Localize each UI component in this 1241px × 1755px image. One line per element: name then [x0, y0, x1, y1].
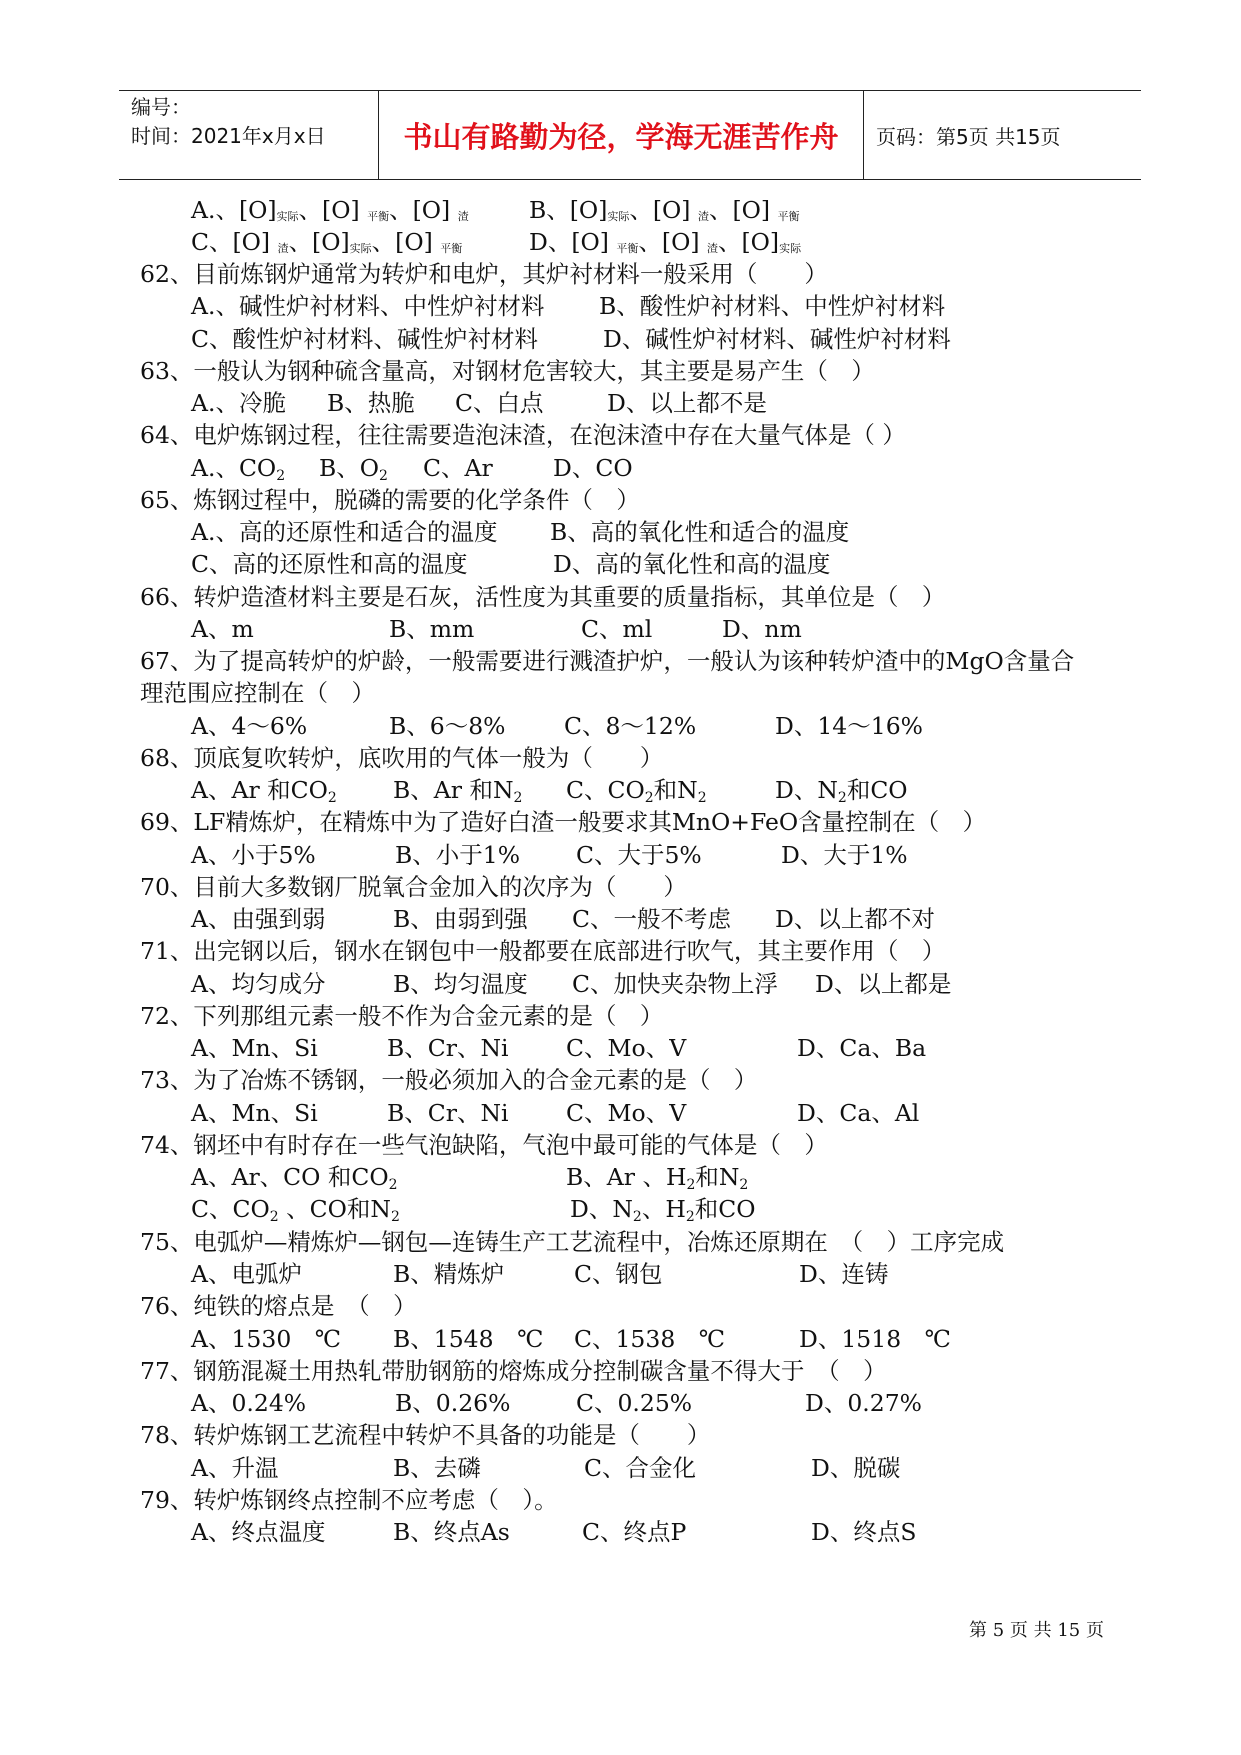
answer-option: C、$CO_2$ 、CO和$N_2$: [191, 1195, 400, 1225]
answer-option: B、小于1%: [395, 841, 521, 869]
answer-option: D、[O] 平衡、[O] 渣、[O]实际: [529, 228, 802, 256]
answer-option: A、均匀成分: [191, 970, 326, 998]
answer-option: A、m: [191, 615, 254, 643]
answer-option: D、1518 ℃: [799, 1325, 951, 1353]
question-line: 68、顶底复吹转炉，底吹用的气体一般为（ ）: [140, 744, 664, 772]
answer-option: A、Ar 和$CO_2$: [191, 776, 337, 806]
answer-option: C、大于5%: [576, 841, 702, 869]
answer-option: C、0.25%: [576, 1389, 693, 1417]
answer-option: B、6～8%: [389, 712, 506, 740]
answer-option: B、去磷: [393, 1454, 481, 1482]
answer-option: D、Ca、Al: [797, 1099, 920, 1127]
header-page-info: 页码：第5页 共15页: [876, 124, 1061, 149]
answer-option: A、终点温度: [191, 1518, 326, 1546]
answer-option: B、Ar 、$H_2$和$N_2$: [566, 1163, 749, 1193]
answer-option: B、Cr、Ni: [387, 1034, 509, 1062]
answer-option: B、由弱到强: [393, 905, 528, 933]
answer-option: A、由强到弱: [191, 905, 326, 933]
question-line: 64、电炉炼钢过程，往往需要造泡沫渣，在泡沫渣中存在大量气体是（ ）: [140, 421, 906, 449]
answer-option: D、连铸: [799, 1260, 889, 1288]
answer-option: D、大于1%: [781, 841, 908, 869]
answer-option: C、[O] 渣、[O]实际、[O] 平衡: [191, 228, 463, 256]
answer-option: B、高的氧化性和适合的温度: [550, 518, 850, 546]
answer-option: C、1538 ℃: [574, 1325, 726, 1353]
question-line: 79、转炉炼钢终点控制不应考虑（ ）。: [140, 1486, 558, 1514]
answer-option: C、Mo、V: [566, 1034, 687, 1062]
header-meta: [119, 91, 379, 179]
answer-option: C、白点: [455, 389, 544, 417]
answer-option: B、mm: [389, 615, 475, 643]
document-time: 时间：2021年x月x日: [131, 124, 326, 148]
answer-option: B、0.26%: [395, 1389, 511, 1417]
answer-option: C、一般不考虑: [572, 905, 731, 933]
question-line: 63、一般认为钢种硫含量高，对钢材危害较大，其主要是易产生（ ）: [140, 357, 875, 385]
answer-option: D、脱碳: [811, 1454, 901, 1482]
question-line: 75、电弧炉—精炼炉—钢包—连铸生产工艺流程中，冶炼还原期在 （ ）工序完成: [140, 1228, 1005, 1256]
answer-option: D、0.27%: [805, 1389, 922, 1417]
answer-option: D、高的氧化性和高的温度: [553, 550, 831, 578]
answer-option: A、1530 ℃: [191, 1325, 342, 1353]
answer-option: D、以上都不对: [775, 905, 935, 933]
answer-option: D、nm: [722, 615, 802, 643]
question-line: 77、钢筋混凝土用热轧带肋钢筋的熔炼成分控制碳含量不得大于 （ ）: [140, 1357, 887, 1385]
answer-option: B、酸性炉衬材料、中性炉衬材料: [599, 292, 946, 320]
answer-option: A.、[O]实际、[O] 平衡、[O] 渣: [191, 196, 469, 224]
question-line: 78、转炉炼钢工艺流程中转炉不具备的功能是（ ）: [140, 1421, 711, 1449]
answer-option: D、$N_2$和CO: [775, 776, 908, 806]
answer-option: D、$N_2$、$H_2$和CO: [570, 1195, 756, 1225]
question-line: 74、钢坯中有时存在一些气泡缺陷，气泡中最可能的气体是（ ）: [140, 1131, 828, 1159]
question-line: 62、目前炼钢炉通常为转炉和电炉，其炉衬材料一般采用（ ）: [140, 260, 828, 288]
document-number-label: 编号：: [131, 95, 191, 119]
answer-option: C、钢包: [574, 1260, 663, 1288]
question-line: 70、目前大多数钢厂脱氧合金加入的次序为（ ）: [140, 873, 687, 901]
answer-option: A.、$CO_2$: [191, 454, 286, 484]
page-header: [119, 90, 1141, 180]
answer-option: B、1548 ℃: [393, 1325, 544, 1353]
answer-option: A、电弧炉: [191, 1260, 302, 1288]
question-line: 73、为了冶炼不锈钢，一般必须加入的合金元素的是（ ）: [140, 1066, 758, 1094]
answer-option: A.、冷脆: [191, 389, 286, 417]
answer-option: C、8～12%: [564, 712, 697, 740]
question-line: 76、纯铁的熔点是 （ ）: [140, 1292, 417, 1320]
answer-option: B、Ar 和$N_2$: [393, 776, 523, 806]
answer-option: C、Ar: [423, 454, 493, 482]
answer-option: A、Ar、CO 和$CO_2$: [191, 1163, 398, 1193]
answer-option: A、升温: [191, 1454, 279, 1482]
answer-option: A、0.24%: [191, 1389, 307, 1417]
question-line: 67、为了提高转炉的炉龄，一般需要进行溅渣护炉，一般认为该种转炉渣中的MgO含量合: [140, 647, 1075, 675]
answer-option: D、Ca、Ba: [797, 1034, 927, 1062]
answer-option: C、合金化: [584, 1454, 696, 1482]
answer-option: B、Cr、Ni: [387, 1099, 509, 1127]
answer-option: C、酸性炉衬材料、碱性炉衬材料: [191, 325, 538, 353]
answer-option: C、$CO_2$和$N_2$: [566, 776, 707, 806]
answer-option: B、均匀温度: [393, 970, 528, 998]
answer-option: A、Mn、Si: [191, 1099, 318, 1127]
answer-option: B、[O]实际、[O] 渣、[O] 平衡: [529, 196, 800, 224]
answer-option: A、小于5%: [191, 841, 316, 869]
answer-option: C、Mo、V: [566, 1099, 687, 1127]
answer-option: A.、高的还原性和适合的温度: [191, 518, 498, 546]
question-line: 72、下列那组元素一般不作为合金元素的是（ ）: [140, 1002, 664, 1030]
answer-option: A.、碱性炉衬材料、中性炉衬材料: [191, 292, 545, 320]
answer-option: C、加快夹杂物上浮: [572, 970, 778, 998]
answer-option: C、终点P: [582, 1518, 687, 1546]
answer-option: B、$O_2$: [319, 454, 388, 484]
question-line: 65、炼钢过程中，脱磷的需要的化学条件（ ）: [140, 486, 640, 514]
answer-option: D、终点S: [811, 1518, 917, 1546]
page-footer: 第 5 页 共 15 页: [969, 1620, 1104, 1641]
answer-option: B、精炼炉: [393, 1260, 505, 1288]
answer-option: C、ml: [581, 615, 653, 643]
answer-option: C、高的还原性和高的温度: [191, 550, 468, 578]
answer-option: D、CO: [553, 454, 633, 482]
answer-option: D、14～16%: [775, 712, 923, 740]
header-motto: 书山有路勤为径，学海无涯苦作舟: [379, 91, 864, 179]
question-line: 69、LF精炼炉，在精炼中为了造好白渣一般要求其MnO+FeO含量控制在（ ）: [140, 808, 987, 836]
question-line: 66、转炉造渣材料主要是石灰，活性度为其重要的质量指标，其单位是（ ）: [140, 583, 946, 611]
answer-option: A、4～6%: [191, 712, 308, 740]
answer-option: B、热脆: [327, 389, 415, 417]
answer-option: A、Mn、Si: [191, 1034, 318, 1062]
answer-option: D、以上都是: [815, 970, 952, 998]
answer-option: D、以上都不是: [607, 389, 767, 417]
question-line: 理范围应控制在（ ）: [140, 679, 375, 707]
answer-option: D、碱性炉衬材料、碱性炉衬材料: [603, 325, 951, 353]
question-line: 71、出完钢以后，钢水在钢包中一般都要在底部进行吹气，其主要作用（ ）: [140, 937, 946, 965]
answer-option: B、终点As: [393, 1518, 510, 1546]
